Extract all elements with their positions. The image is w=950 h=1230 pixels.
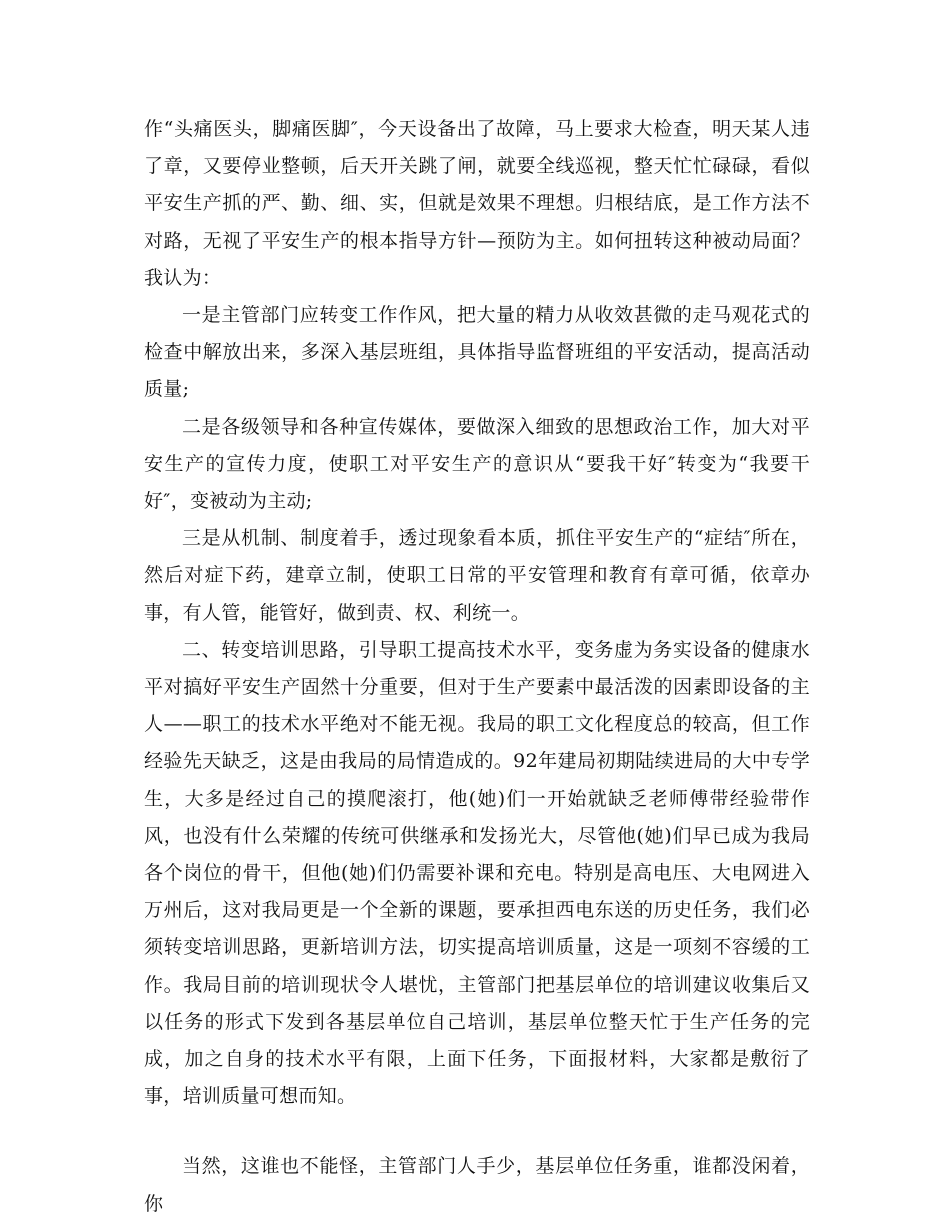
paragraph-1: 作“头痛医头，脚痛医脚″，今天设备出了故障，马上要求大检查，明天某人违了章，又要停业整顿，后天开关跳了闸，就要全线巡视，整天忙忙碌碌，看似平安生产抓的严、勤、细、实，但就是效果不理想。归根结底，是工作方法不对路，无视了平安生产的根本指导方针—预防为主。如何扭转这种被动局面？我认为： <box>144 118 810 289</box>
paragraph-4: 三是从机制、制度着手，透过现象看本质，抓住平安生产的“症结″所在，然后对症下药，建章立制，使职工日常的平安管理和教育有章可循，依章办事，有人管，能管好，做到责、权、利统一。 <box>144 527 810 624</box>
paragraph-5: 二、转变培训思路，引导职工提高技术水平，变务虚为务实设备的健康水平对搞好平安生产固然十分重要，但对于生产要素中最活泼的因素即设备的主人——职工的技术水平绝对不能无视。我局的职工文化程度总的较高，但工作经验先天缺乏，这是由我局的局情造成的。92年建局初期陆续进局的大中专学生，大多是经过自己的摸爬滚打，他(她)们一开始就缺乏老师傅带经验带作风，也没有什么荣耀的传统可供继承和发扬光大，尽管他(她)们早已成为我局各个岗位的骨干，但他(她)们仍需要补课和充电。特别是高电压、大电网进入万州后，这对我局更是一个全新的课题，要承担西电东送的历史任务，我们必须转变培训思路，更新培训方法，切实提高培训质量，这是一项刻不容缓的工作。我局目前的培训现状令人堪忧，主管部门把基层单位的培训建议收集后又以任务的形式下发到各基层单位自己培训，基层单位整天忙于生产任务的完成，加之自身的技术水平有限，上面下任务，下面报材料，大家都是敷衍了事，培训质量可想而知。 <box>144 638 810 1108</box>
paragraph-6: 当然，这谁也不能怪，主管部门人手少，基层单位任务重，谁都没闲着，你 <box>144 1155 810 1215</box>
document-body <box>144 111 810 1223</box>
paragraph-3: 二是各级领导和各种宣传媒体，要做深入细致的思想政治工作，加大对平安生产的宣传力度，使职工对平安生产的意识从“要我干好″转变为“我要干好″，变被动为主动; <box>144 415 810 513</box>
paragraph-2: 一是主管部门应转变工作作风，把大量的精力从收效甚微的走马观花式的检查中解放出来，多深入基层班组，具体指导监督班组的平安活动，提高活动质量; <box>144 304 810 401</box>
